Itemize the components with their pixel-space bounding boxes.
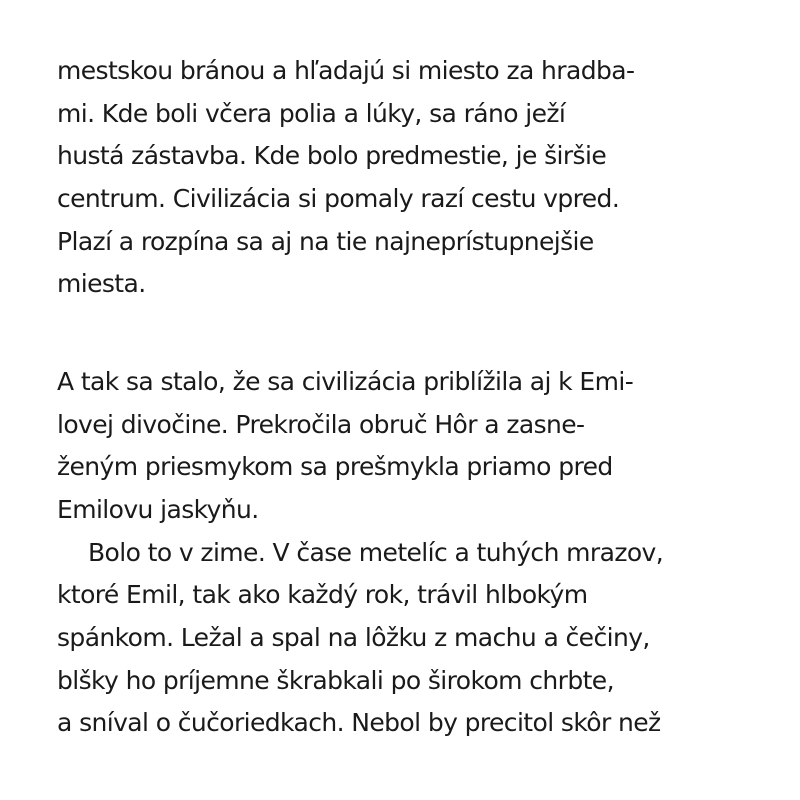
text-line: Plazí a rozpína sa aj na tie najneprístupnejšie — [57, 227, 594, 256]
text-line: centrum. Civilizácia si pomaly razí cestu vpred. — [57, 184, 620, 213]
text-line: spánkom. Ležal a spal na lôžku z machu a čečiny, — [57, 623, 650, 652]
text-line: ženým priesmykom sa prešmykla priamo pred — [57, 452, 613, 481]
text-line: lovej divočine. Prekročila obruč Hôr a zasne- — [57, 410, 585, 439]
text-line: miesta. — [57, 269, 146, 298]
text-line: mi. Kde boli včera polia a lúky, sa ráno ježí — [57, 99, 566, 128]
text-line: ktoré Emil, tak ako každý rok, trávil hlbokým — [57, 580, 588, 609]
text-line: a sníval o čučoriedkach. Nebol by precitol skôr než — [57, 708, 661, 737]
text-line: Emilovu jaskyňu. — [57, 495, 259, 524]
text-line: mestskou bránou a hľadajú si miesto za hradba- — [57, 56, 635, 85]
text-line: hustá zástavba. Kde bolo predmestie, je širšie — [57, 141, 607, 170]
text-line: A tak sa stalo, že sa civilizácia priblížila aj k Emi- — [57, 367, 634, 396]
text-line: blšky ho príjemne škrabkali po širokom chrbte, — [57, 666, 614, 695]
text-line: Bolo to v zime. V čase metelíc a tuhých mrazov, — [88, 538, 664, 567]
